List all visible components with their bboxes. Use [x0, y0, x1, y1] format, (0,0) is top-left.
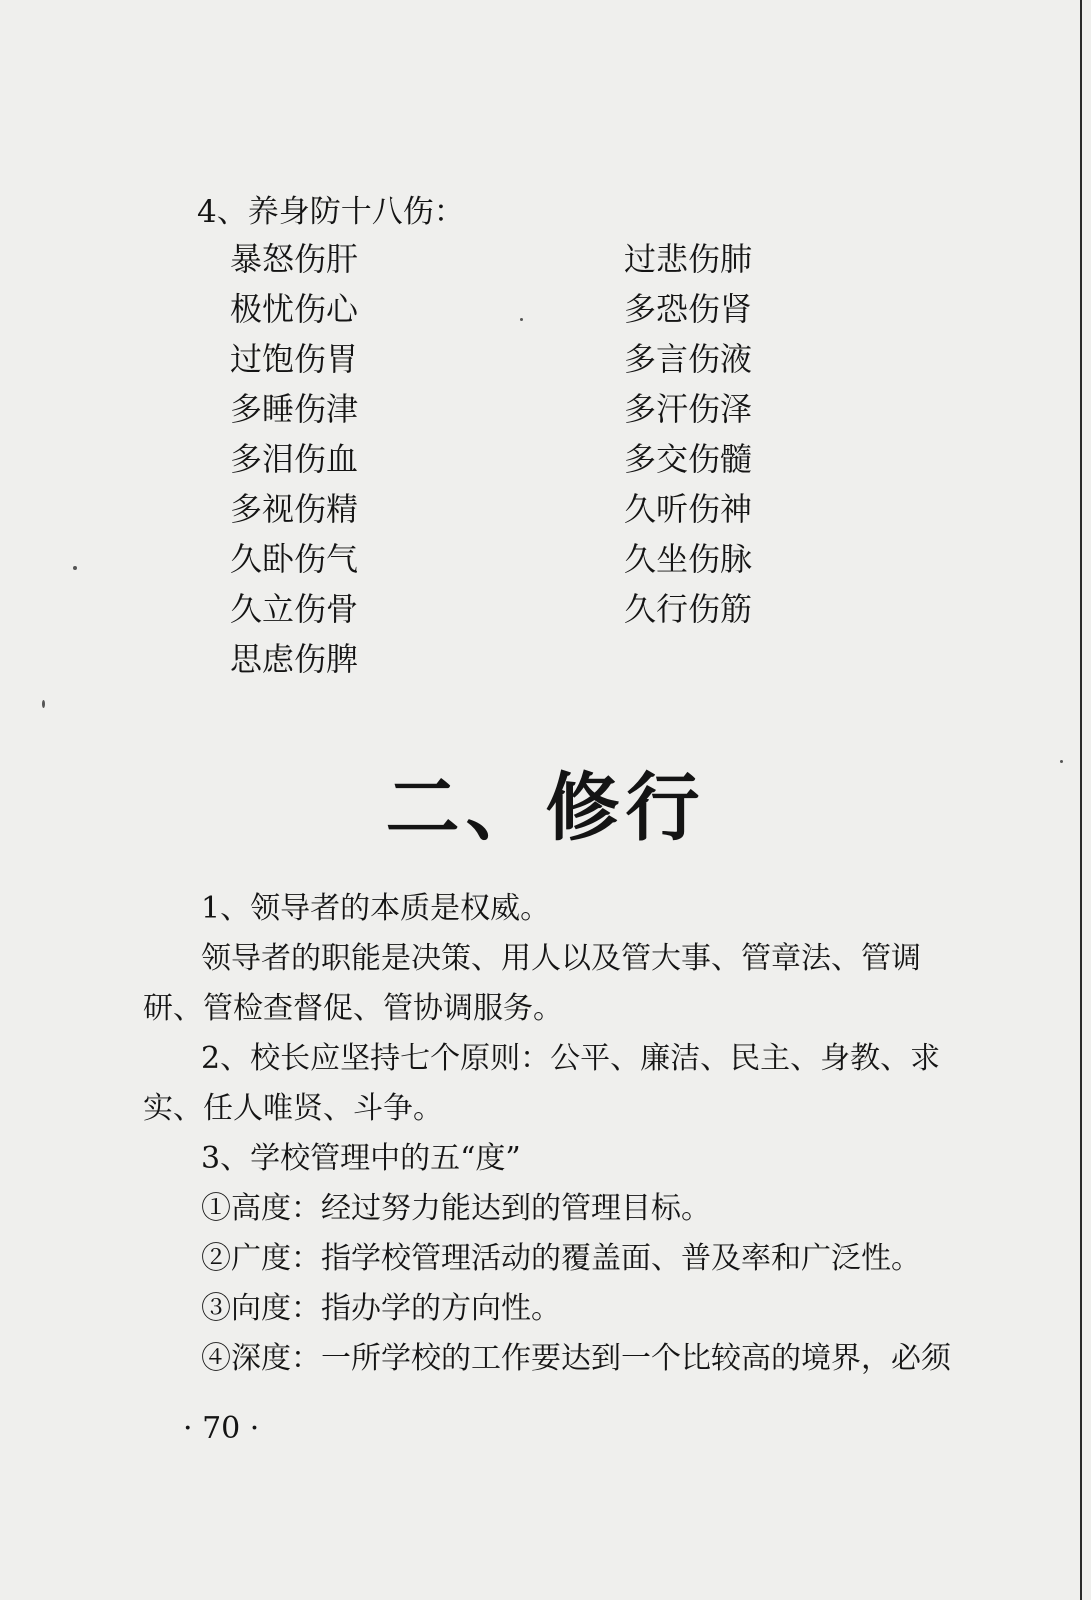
list-item: 多汗伤泽	[624, 390, 753, 428]
list-item: 久听伤神	[624, 490, 753, 528]
paragraph: ④深度：一所学校的工作要达到一个比较高的境界，必须	[201, 1341, 951, 1376]
scan-speck	[1060, 760, 1063, 763]
list-column-right	[624, 234, 752, 634]
list-item: 暴怒伤肝	[230, 240, 359, 278]
list-item: 久行伤筋	[624, 590, 753, 628]
paragraph: ①高度：经过努力能达到的管理目标。	[201, 1191, 711, 1226]
list-item: 多恐伤肾	[624, 290, 753, 328]
scan-speck	[520, 318, 523, 321]
list-item: 久立伤骨	[230, 590, 359, 628]
list-item: 思虑伤脾	[230, 640, 359, 678]
scan-speck	[42, 700, 45, 708]
list-column-left	[230, 234, 358, 684]
body-text	[143, 884, 973, 1384]
list-item: 久卧伤气	[230, 540, 359, 578]
list-item: 极忧伤心	[230, 290, 359, 328]
list-item: 多交伤髓	[624, 440, 753, 478]
paragraph: ③向度：指办学的方向性。	[201, 1291, 561, 1326]
paragraph: 2、校长应坚持七个原则：公平、廉洁、民主、身教、求实、任人唯贤、斗争。	[143, 1041, 941, 1126]
paragraph: ②广度：指学校管理活动的覆盖面、普及率和广泛性。	[201, 1241, 921, 1276]
list-item: 多言伤液	[624, 340, 753, 378]
paragraph: 领导者的职能是决策、用人以及管大事、管章法、管调研、管检查督促、管协调服务。	[143, 941, 921, 1026]
list-item: 多睡伤津	[230, 390, 359, 428]
section-title: 二、修行	[385, 765, 706, 851]
scan-speck	[73, 566, 77, 570]
list-item: 过悲伤肺	[624, 240, 753, 278]
list-item: 多视伤精	[230, 490, 359, 528]
list-heading: 4、养身防十八伤：	[197, 194, 465, 230]
list-item: 久坐伤脉	[624, 540, 753, 578]
paragraph: 1、领导者的本质是权威。	[201, 891, 551, 926]
paragraph: 3、学校管理中的五“度”	[201, 1141, 521, 1176]
list-item: 多泪伤血	[230, 440, 359, 478]
list-item: 过饱伤胃	[230, 340, 359, 378]
page-number: · 70 ·	[183, 1411, 260, 1446]
